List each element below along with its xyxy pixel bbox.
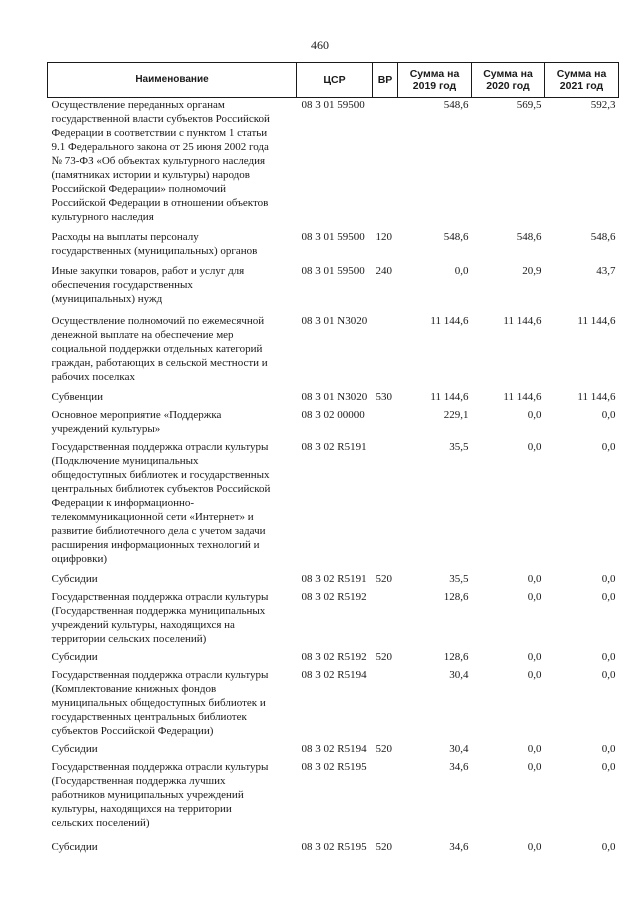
row-sum-2021: 0,0 xyxy=(601,573,616,585)
row-vr xyxy=(373,98,398,231)
row-name xyxy=(48,98,297,231)
table-row xyxy=(48,590,619,650)
row-name-line: (памятниках истории и культуры) народов xyxy=(51,169,250,181)
table-row xyxy=(48,572,619,590)
row-name-line: (Комплектование книжных фондов xyxy=(51,683,217,695)
row-name-line: сельских поселений) xyxy=(51,817,150,829)
row-name-line: (Государственная поддержка лучших xyxy=(51,775,226,787)
header-sum-2021-line2: 2021 год xyxy=(559,80,604,92)
row-name-line: государственных центральных библиотек xyxy=(51,711,247,723)
row-name-line: Российской Федерации» полномочий xyxy=(51,183,227,195)
row-name-line: Государственная поддержка отрасли культуры xyxy=(51,761,269,773)
row-sum-2021: 11 144,6 xyxy=(577,391,616,403)
row-name xyxy=(48,742,297,760)
row-name-line: Субсидии xyxy=(51,841,98,853)
row-name xyxy=(48,440,297,572)
row-csr: 08 3 02 00000 xyxy=(301,409,365,421)
header-sum-2019-line2: 2019 год xyxy=(412,80,457,92)
row-sum-2019: 34,6 xyxy=(449,761,469,773)
header-name: Наименование xyxy=(48,63,297,98)
header-sum-2019-line1: Сумма на xyxy=(409,68,460,80)
header-sum-2021-line1: Сумма на xyxy=(556,68,607,80)
row-name-line: центральных библиотек субъектов Российской xyxy=(51,483,271,495)
row-sum-2020: 548,6 xyxy=(516,231,542,243)
table-row xyxy=(48,760,619,840)
row-name-line: граждан, работающих в сельской местности и xyxy=(51,357,268,369)
row-sum-2020: 11 144,6 xyxy=(503,391,542,403)
row-csr: 08 3 02 R5194 xyxy=(301,743,367,755)
row-sum-2020: 569,5 xyxy=(516,99,542,111)
row-sum-2021: 592,3 xyxy=(590,99,616,111)
table-row xyxy=(48,440,619,572)
row-name-line: (муниципальных) нужд xyxy=(51,293,163,305)
row-name-line: Федерации в соответствии с пунктом 1 статьи xyxy=(51,127,268,139)
row-vr: 520 xyxy=(375,841,392,853)
row-name xyxy=(48,390,297,408)
table-row xyxy=(48,390,619,408)
row-name-line: Субсидии xyxy=(51,743,98,755)
row-vr: 520 xyxy=(375,651,392,663)
row-sum-2019: 30,4 xyxy=(449,743,469,755)
row-name-line: Осуществление переданных органам xyxy=(51,99,225,111)
row-name xyxy=(48,572,297,590)
row-sum-2019: 11 144,6 xyxy=(430,391,469,403)
row-sum-2020: 11 144,6 xyxy=(503,315,542,327)
row-name xyxy=(48,668,297,742)
row-csr: 08 3 02 R5191 xyxy=(301,441,367,453)
row-name-line: обеспечения государственных xyxy=(51,279,193,291)
row-sum-2020: 0,0 xyxy=(527,669,542,681)
row-sum-2019: 35,5 xyxy=(449,441,469,453)
row-sum-2020: 0,0 xyxy=(527,761,542,773)
row-name-line: Расходы на выплаты персоналу xyxy=(51,231,199,243)
budget-table xyxy=(47,62,619,854)
row-name-line: учреждений культуры, находящихся на xyxy=(51,619,235,631)
row-name-line: Государственная поддержка отрасли культуры xyxy=(51,591,269,603)
row-vr: 520 xyxy=(375,743,392,755)
row-sum-2019: 11 144,6 xyxy=(430,315,469,327)
row-csr: 08 3 02 R5192 xyxy=(301,591,367,603)
row-name-line: оцифровки) xyxy=(51,553,107,565)
table-row xyxy=(48,840,619,854)
table-row xyxy=(48,264,619,314)
row-vr xyxy=(373,668,398,742)
row-sum-2020: 0,0 xyxy=(527,591,542,603)
row-sum-2020: 0,0 xyxy=(527,743,542,755)
row-vr xyxy=(373,440,398,572)
header-sum-2019 xyxy=(398,63,472,98)
row-sum-2021: 0,0 xyxy=(601,441,616,453)
row-vr: 520 xyxy=(375,573,392,585)
row-csr: 08 3 01 59500 xyxy=(301,265,365,277)
row-name-line: культурного наследия xyxy=(51,211,154,223)
row-sum-2021: 0,0 xyxy=(601,591,616,603)
row-name-line: работников муниципальных учреждений xyxy=(51,789,244,801)
row-name-line: Иные закупки товаров, работ и услуг для xyxy=(51,265,245,277)
row-sum-2019: 35,5 xyxy=(449,573,469,585)
row-name-line: Субвенции xyxy=(51,391,104,403)
row-vr: 240 xyxy=(375,265,392,277)
row-vr xyxy=(373,314,398,390)
row-name-line: телекоммуникационной сети «Интернет» и xyxy=(51,511,254,523)
row-name-line: (Подключение муниципальных xyxy=(51,455,199,467)
row-name-line: социальной поддержки отдельных категорий xyxy=(51,343,263,355)
row-name-line: Субсидии xyxy=(51,573,98,585)
row-name-line: № 73-ФЗ «Об объектах культурного наследия xyxy=(51,155,266,167)
header-sum-2020-line2: 2020 год xyxy=(486,80,530,92)
row-sum-2020: 0,0 xyxy=(527,441,542,453)
row-vr xyxy=(373,590,398,650)
row-name-line: денежной выплате на обеспечение мер xyxy=(51,329,234,341)
table-row xyxy=(48,230,619,264)
row-csr: 08 3 01 59500 xyxy=(301,99,365,111)
row-name-line: Российской Федерации в отношении объектов xyxy=(51,197,269,209)
header-sum-2020-line1: Сумма на xyxy=(483,68,533,80)
table-row xyxy=(48,98,619,231)
row-name-line: учреждений культуры» xyxy=(51,423,161,435)
row-name-line: развитие библиотечного дела с учетом задачи xyxy=(51,525,266,537)
row-sum-2021: 0,0 xyxy=(601,743,616,755)
row-sum-2021: 43,7 xyxy=(596,265,616,277)
row-sum-2019: 548,6 xyxy=(443,231,469,243)
row-sum-2020: 20,9 xyxy=(522,265,542,277)
row-csr: 08 3 02 R5191 xyxy=(301,573,367,585)
row-name-line: общедоступных библиотек и государственных xyxy=(51,469,270,481)
row-sum-2019: 0,0 xyxy=(454,265,469,277)
table-row xyxy=(48,408,619,440)
table-row xyxy=(48,650,619,668)
row-sum-2019: 548,6 xyxy=(443,99,469,111)
table-row xyxy=(48,314,619,390)
row-name-line: культуры, находящихся на территории xyxy=(51,803,232,815)
row-sum-2019: 34,6 xyxy=(449,841,469,853)
row-csr: 08 3 02 R5195 xyxy=(301,761,367,773)
table-body xyxy=(48,98,619,855)
row-sum-2019: 128,6 xyxy=(443,651,469,663)
row-vr: 530 xyxy=(375,391,392,403)
row-name xyxy=(48,840,297,854)
row-name xyxy=(48,650,297,668)
row-csr: 08 3 02 R5195 xyxy=(301,841,367,853)
row-name xyxy=(48,590,297,650)
row-name-line: территории сельских поселений) xyxy=(51,633,207,645)
row-csr: 08 3 01 N3020 xyxy=(301,391,368,403)
header-csr: ЦСР xyxy=(297,63,373,98)
row-sum-2021: 548,6 xyxy=(590,231,616,243)
row-name-line: 9.1 Федерального закона от 25 июня 2002 года xyxy=(51,141,269,153)
row-sum-2021: 11 144,6 xyxy=(577,315,616,327)
header-sum-2020 xyxy=(472,63,545,98)
row-name-line: муниципальных общедоступных библиотек и xyxy=(51,697,266,709)
row-sum-2020: 0,0 xyxy=(527,409,542,421)
row-name-line: расширения информационных технологий и xyxy=(51,539,260,551)
row-name-line: Субсидии xyxy=(51,651,98,663)
row-vr xyxy=(373,408,398,440)
row-name-line: Федерации к информационно- xyxy=(51,497,195,509)
row-name-line: Государственная поддержка отрасли культуры xyxy=(51,441,269,453)
row-name-line: государственных (муниципальных) органов xyxy=(51,245,258,257)
row-vr xyxy=(373,760,398,840)
row-csr: 08 3 02 R5194 xyxy=(301,669,367,681)
row-name xyxy=(48,760,297,840)
row-name xyxy=(48,230,297,264)
row-name-line: рабочих поселках xyxy=(51,371,135,383)
header-sum-2021 xyxy=(545,63,619,98)
row-csr: 08 3 01 59500 xyxy=(301,231,365,243)
row-name-line: Основное мероприятие «Поддержка xyxy=(51,409,222,421)
row-name xyxy=(48,264,297,314)
table-row xyxy=(48,668,619,742)
row-sum-2020: 0,0 xyxy=(527,573,542,585)
row-name xyxy=(48,408,297,440)
row-sum-2019: 229,1 xyxy=(443,409,469,421)
row-sum-2021: 0,0 xyxy=(601,651,616,663)
row-name-line: государственной власти субъектов Российской xyxy=(51,113,270,125)
row-sum-2021: 0,0 xyxy=(601,761,616,773)
row-name-line: Осуществление полномочий по ежемесячной xyxy=(51,315,265,327)
row-sum-2021: 0,0 xyxy=(601,841,616,853)
row-sum-2021: 0,0 xyxy=(601,409,616,421)
row-csr: 08 3 01 N3020 xyxy=(301,315,368,327)
header-vr: ВР xyxy=(373,63,398,98)
page-number: 460 xyxy=(311,38,329,52)
table-row xyxy=(48,742,619,760)
row-name-line: (Государственная поддержка муниципальных xyxy=(51,605,266,617)
row-csr: 08 3 02 R5192 xyxy=(301,651,367,663)
row-sum-2021: 0,0 xyxy=(601,669,616,681)
table-header xyxy=(48,63,619,98)
row-sum-2020: 0,0 xyxy=(527,841,542,853)
row-name-line: Государственная поддержка отрасли культуры xyxy=(51,669,269,681)
row-sum-2019: 30,4 xyxy=(449,669,469,681)
row-vr: 120 xyxy=(375,231,392,243)
row-name xyxy=(48,314,297,390)
row-sum-2020: 0,0 xyxy=(527,651,542,663)
row-name-line: субъектов Российской Федерации) xyxy=(51,725,214,737)
row-sum-2019: 128,6 xyxy=(443,591,469,603)
